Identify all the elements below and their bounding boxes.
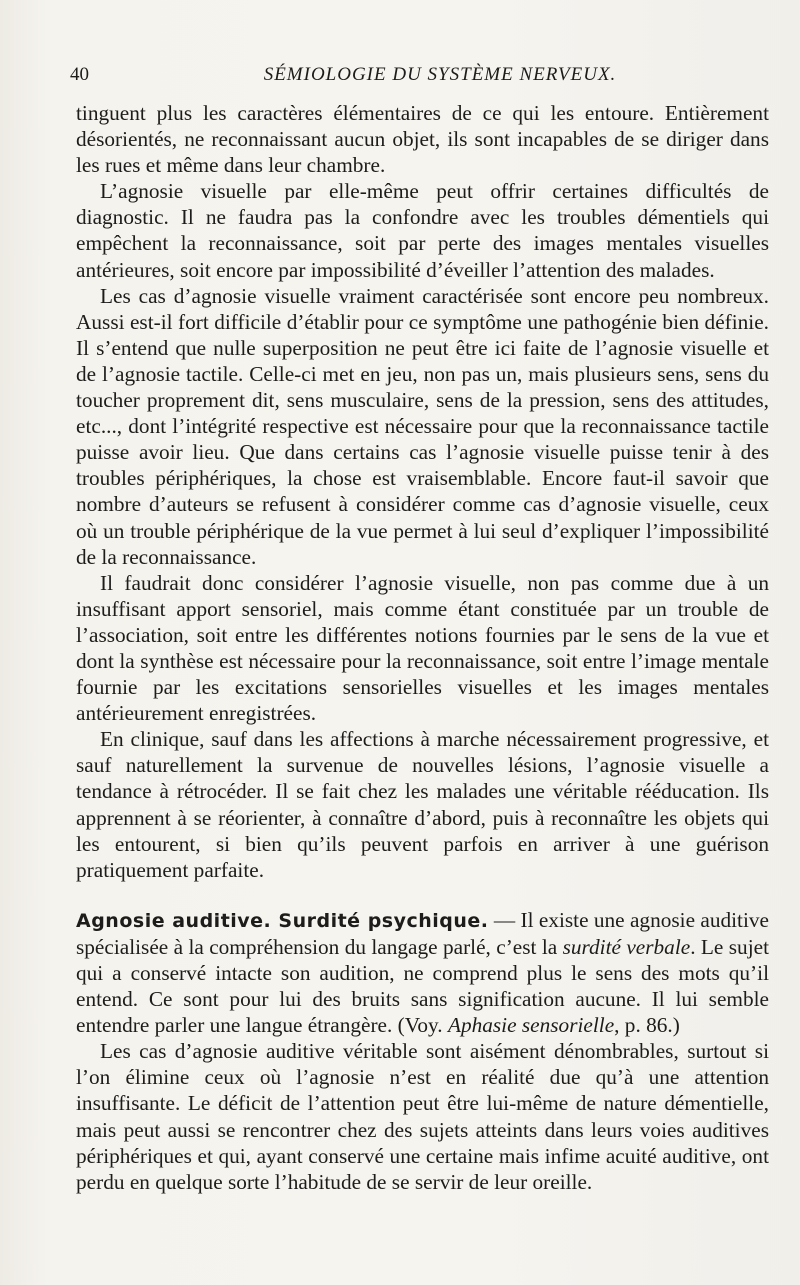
section-text-part: . Le sujet qui a conservé intacte son audition, ne comprend plus le sens des mots qu’il entend. Ce sont pour lui des bruits sans signification aucune. Il lui semble entendre parler une langue étrangère. (Voy.	[76, 934, 769, 1038]
running-head	[70, 64, 770, 88]
reference-aphasie-sensorielle: Aphasie sensorielle	[447, 1013, 615, 1038]
paragraph-continued: tinguent plus les caractères élémentaires de ce qui les entoure. Entièrement désorientés, ne reconnaissant aucun objet, ils sont incapables de se diriger dans les rues et même dans leur chambre.	[76, 101, 769, 178]
body-text	[76, 100, 769, 1195]
paragraph-association: Il faudrait donc considérer l’agnosie visuelle, non pas comme due à un insuffisant apport sensoriel, mais comme étant constituée par un trouble de l’association, soit entre les différentes notions fournies par le sens de la vue et dont la synthèse est nécessaire pour la reconnaissance, soit entre l’image mentale fournie par les excitations sensorielles visuelles et les images mentales antérieurement enregistrées.	[76, 570, 769, 726]
section-text-part: — Il existe une agnosie auditive spécialisée à la compréhension du langage parlé, c’est la	[76, 907, 769, 959]
section-agnosie-auditive	[76, 907, 769, 1038]
paragraph-final: Les cas d’agnosie auditive véritable sont aisément dénombrables, surtout si l’on élimine ceux où l’agnosie n’est en réalité due qu’à une attention insuffisante. Le déficit de l’attention peut être lui-même de nature démentielle, mais peut aussi se rencontrer chez des sujets atteints dans leurs voies auditives périphériques et qui, ayant conservé une certaine mais infime acuité auditive, ont perdu en quelque sorte l’habitude de se servir de leur oreille.	[76, 1039, 769, 1194]
paragraph-pathogenie: Les cas d’agnosie visuelle vraiment caractérisée sont encore peu nombreux. Aussi est-il fort difficile d’établir pour ce symptôme une pathogénie bien définie. Il s’entend que nulle superposition ne peut être ici faite de l’agnosie visuelle et de l’agnosie tactile. Celle-ci met en jeu, non pas un, mais plusieurs sens, sens du toucher proprement dit, sens musculaire, sens de la pression, sens des attitudes, etc..., dont l’intégrité respective est nécessaire pour que la reconnaissance tactile puisse avoir lieu. Que dans certains cas l’agnosie visuelle puisse tenir à des troubles périphériques, la chose est vraisemblable. Encore faut-il savoir que nombre d’auteurs se refusent à considérer comme cas d’agnosie visuelle, ceux où un trouble périphérique de la vue permet à lui seul d’expliquer l’impossibilité de la reconnaissance.	[76, 283, 769, 569]
paragraph-diagnostic: L’agnosie visuelle par elle-même peut offrir certaines difficultés de diagnostic. Il ne faudra pas la confondre avec les troubles démentiels qui empêchent la reconnaissance, soit par perte des images mentales visuelles antérieures, soit encore par impossibilité d’éveiller l’attention des malades.	[76, 179, 769, 282]
section-heading: Agnosie auditive. Surdité psychique.	[76, 909, 489, 932]
paragraph-clinique: En clinique, sauf dans les affections à marche nécessairement progressive, et sauf naturellement la survenue de nouvelles lésions, l’agnosie visuelle a tendance à rétrocéder. Il se fait chez les malades une véritable rééducation. Ils apprennent à se réorienter, à connaître d’abord, puis à reconnaître les objets qui les entourent, si bien qu’ils peuvent parfois en arriver à une guérison pratiquement parfaite.	[76, 727, 769, 882]
term-surdite-verbale: surdité verbale	[562, 934, 691, 959]
running-title: SÉMIOLOGIE DU SYSTÈME NERVEUX.	[263, 64, 617, 85]
page-number: 40	[70, 64, 89, 85]
section-text-part: , p. 86.)	[614, 1013, 680, 1038]
